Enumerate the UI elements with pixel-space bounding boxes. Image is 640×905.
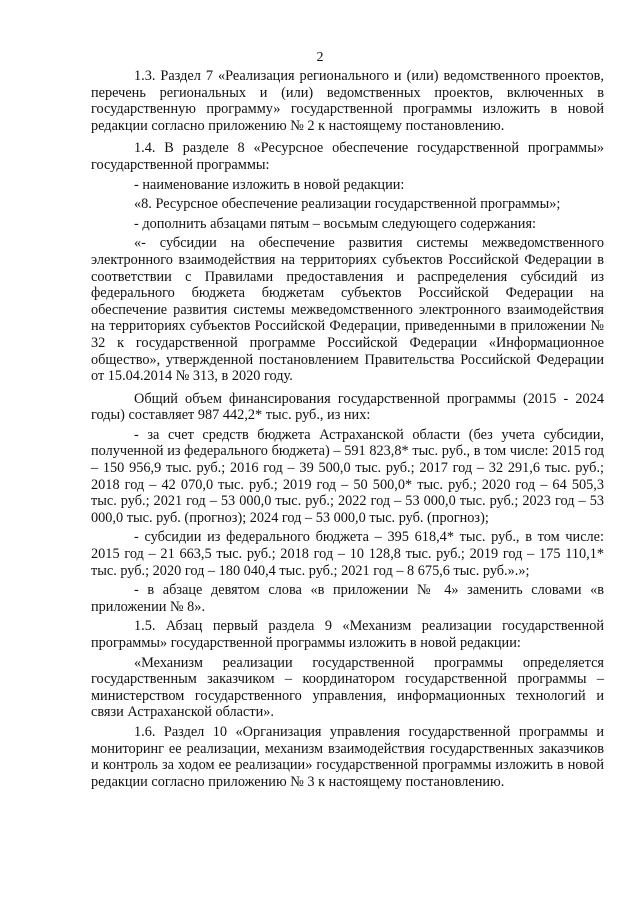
paragraph-1-6: 1.6. Раздел 10 «Организация управления государственной программы и мониторинг ее реализации, механизм взаимодействия государственных заказчиков и контроль за ходом ее реализации» государственной программы изложить в новой редакции согласно приложению № 3 к настоящему постановлению. [91, 723, 604, 790]
paragraph-replace-words: - в абзаце девятом слова «в приложении № 4» заменить словами «в приложении № 8». [91, 582, 604, 615]
paragraph-federal-subsidies: - субсидии из федерального бюджета – 395 618,4* тыс. руб., в том числе: 2015 год – 21 663,5 тыс. руб.; 2018 год – 10 128,8 тыс. руб.; 2019 год – 175 110,1* тыс. руб.; 2020 год – 180 040,4 тыс. руб.; 2021 год – 8 675,6 тыс. руб.».»; [91, 529, 604, 579]
document-body [91, 68, 604, 790]
paragraph-regional-budget: - за счет средств бюджета Астраханской области (без учета субсидии, полученной из федерального бюджета) – 591 823,8* тыс. руб., в том числе: 2015 год – 150 956,9 тыс. руб.; 2016 год – 39 500,0 тыс. руб.; 2017 год – 32 291,6 тыс. руб.; 2018 год – 42 070,0 тыс. руб.; 2019 год – 50 500,0* тыс. руб.; 2020 год – 64 505,3 тыс. руб.; 2021 год – 53 000,0 тыс. руб.; 2022 год – 53 000,0 тыс. руб.; 2023 год – 53 000,0 тыс. руб. (прогноз); 2024 год – 53 000,0 тыс. руб. (прогноз); [91, 426, 604, 526]
paragraph-1-4: 1.4. В разделе 8 «Ресурсное обеспечение государственной программы» государственной программы: [91, 140, 604, 173]
paragraph-total-funding: Общий объем финансирования государственной программы (2015 - 2024 годы) составляет 987 442,2* тыс. руб., из них: [91, 390, 604, 424]
paragraph-1-3: 1.3. Раздел 7 «Реализация регионального и (или) ведомственного проектов, перечень региональных и (или) ведомственных проектов, включенных в государственную программу» государственной программы изложить в новой редакции согласно приложению № 2 к настоящему постановлению. [91, 68, 604, 134]
paragraph-new-section-title: «8. Ресурсное обеспечение реализации государственной программы»; [134, 196, 561, 213]
page-number: 2 [316, 50, 324, 65]
paragraph-rename-item: - наименование изложить в новой редакции: [134, 176, 405, 193]
paragraph-subsidies-text: «- субсидии на обеспечение развития системы межведомственного электронного взаимодействия на территориях субъектов Российской Федерации в соответствии с Правилами предоставления и распределения субсидий из федерального бюджета бюджетам субъектов Российской Федерации на обеспечение развития системы межведомственного электронного взаимодействия на территориях субъектов Российской Федерации, приведенными в приложении № 32 к государственной программе Российской Федерации «Информационное общество», утвержденной постановлением Правительства Российской Федерации от 15.04.2014 № 313, в 2020 году. [91, 235, 604, 385]
paragraph-mechanism-quote: «Механизм реализации государственной программы определяется государственным заказчиком – координатором государственной программы – министерством государственного управления, информационных технологий и связи Астраханской области». [91, 654, 604, 721]
paragraph-supplement-item: - дополнить абзацами пятым – восьмым следующего содержания: [134, 215, 537, 232]
paragraph-1-5: 1.5. Абзац первый раздела 9 «Механизм реализации государственной программы» государственной программы изложить в новой редакции: [91, 618, 604, 651]
